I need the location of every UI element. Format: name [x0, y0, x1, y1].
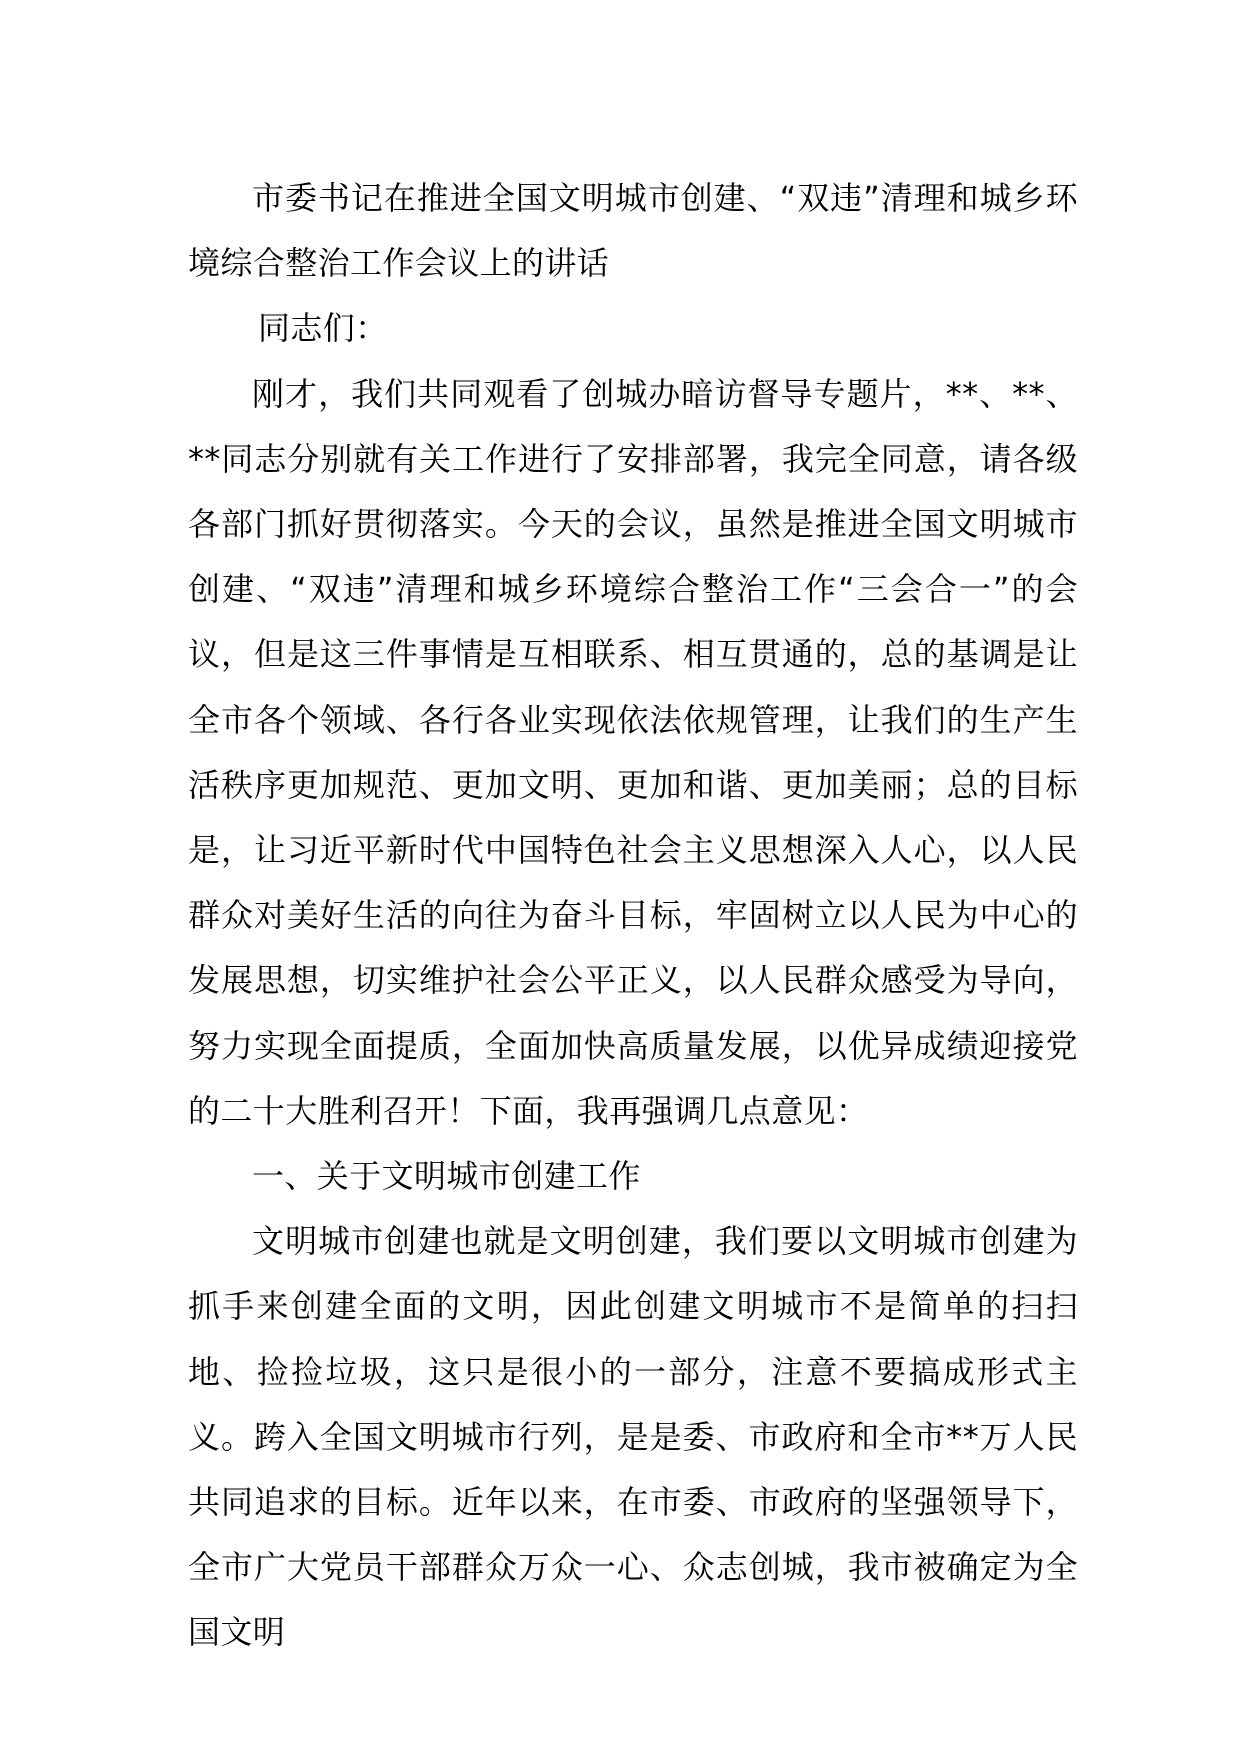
section-heading: 一、关于文明城市创建工作 [252, 1157, 641, 1196]
intro-paragraph: 刚才，我们共同观看了创城办暗访督导专题片，**、**、**同志分别就有关工作进行了安排部署，我完全同意，请各级各部门抓好贯彻落实。今天的会议，虽然是推进全国文明城市创建、“双违”清理和城乡环境综合整治工作“三会合一”的会议，但是这三件事情是互相联系、相互贯通的，总的基调是让全市各个领域、各行各业实现依法依规管理，让我们的生产生活秩序更加规范、更加文明、更加和谐、更加美丽；总的目标是，让习近平新时代中国特色社会主义思想深入人心，以人民群众对美好生活的向往为奋斗目标，牢固树立以人民为中心的发展思想，切实维护社会公平正义，以人民群众感受为导向，努力实现全面提质，全面加快高质量发展，以优异成绩迎接党的二十大胜利召开！下面，我再强调几点意见： [188, 374, 1078, 1130]
document-title: 市委书记在推进全国文明城市创建、“双违”清理和城乡环境综合整治工作会议上的讲话 [188, 179, 1078, 283]
section-paragraph: 文明城市创建也就是文明创建，我们要以文明城市创建为抓手来创建全面的文明，因此创建文明城市不是简单的扫扫地、捡捡垃圾，这只是很小的一部分，注意不要搞成形式主义。跨入全国文明城市行列，是是委、市政府和全市**万人民共同追求的目标。近年以来，在市委、市政府的坚强领导下，全市广大党员干部群众万众一心、众志创城，我市被确定为全国文明 [188, 1222, 1078, 1652]
document-body [188, 166, 1078, 1666]
greeting: 同志们： [258, 309, 388, 348]
